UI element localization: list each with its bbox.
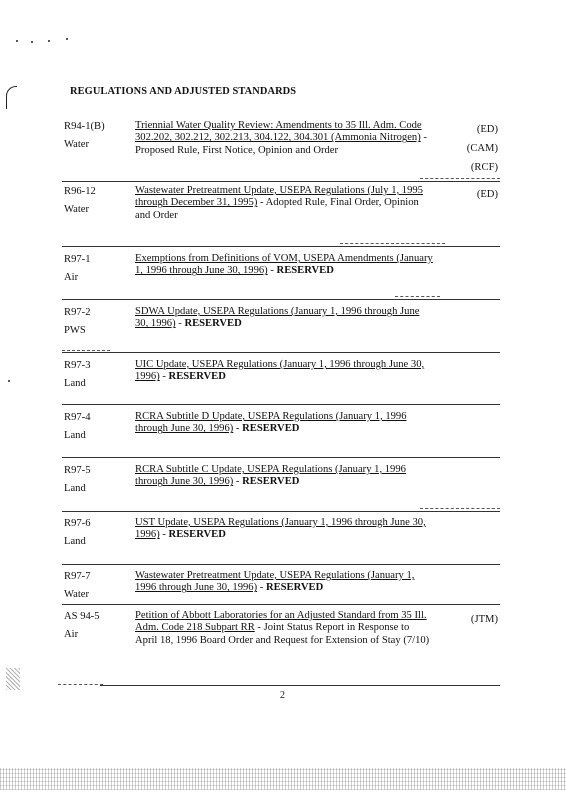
entry-title[interactable]: Petition of Abbott Laboratories for an Adjusted Standard from 35 Ill. Adm. Code 218 Subpart RR: [135, 610, 427, 634]
docket-media: Water: [64, 139, 90, 150]
docket-number: [64, 359, 90, 391]
staff-codes: [448, 120, 498, 177]
entry-reserved: RESERVED: [276, 265, 334, 277]
scan-speck: [16, 40, 18, 42]
row-divider: [62, 511, 500, 512]
row-divider-partial: [340, 243, 445, 244]
scan-speck: [31, 41, 33, 43]
docket-number: [64, 464, 90, 496]
page-number: 2: [280, 690, 285, 701]
staff-codes: [448, 185, 498, 204]
entry-reserved: RESERVED: [242, 476, 300, 488]
docket-id: AS 94-5: [64, 611, 100, 622]
docket-media: Water: [64, 204, 90, 215]
docket-id: R97-5: [64, 465, 91, 476]
docket-media: Water: [64, 589, 90, 600]
entry-status: -: [159, 371, 169, 383]
row-divider-partial: [420, 178, 500, 179]
row-divider: [62, 299, 500, 300]
docket-media: Land: [64, 536, 86, 547]
docket-number: [64, 411, 90, 443]
docket-media: PWS: [64, 325, 86, 336]
docket-id: R96-12: [64, 186, 96, 197]
staff-codes: [448, 610, 498, 629]
entry-status: -: [233, 476, 243, 488]
row-divider-partial: [420, 508, 500, 509]
docket-number: [64, 306, 90, 338]
entry-description: [135, 464, 433, 489]
staff-code: (ED): [476, 189, 498, 200]
entry-description: [135, 306, 433, 331]
entry-title[interactable]: Wastewater Pretreatment Update, USEPA Regulations (January 1, 1996 through June 30, 1996): [135, 570, 415, 594]
scan-speck: [66, 38, 68, 40]
entry-title[interactable]: RCRA Subtitle C Update, USEPA Regulations (January 1, 1996 through June 30, 1996): [135, 464, 406, 488]
entry-status: -: [233, 423, 243, 435]
docket-id: R97-2: [64, 307, 91, 318]
docket-id: R94-1(B): [64, 121, 105, 132]
docket-media: Air: [64, 629, 79, 640]
section-heading: REGULATIONS AND ADJUSTED STANDARDS: [70, 86, 297, 97]
row-divider-partial: [395, 296, 440, 297]
entry-status: -: [159, 529, 169, 541]
docket-media: Land: [64, 430, 86, 441]
docket-number: [64, 253, 90, 285]
docket-number: [64, 610, 100, 642]
scan-speck: [48, 40, 50, 42]
entry-description: [135, 570, 433, 595]
entry-status: -: [257, 582, 266, 594]
entry-description: [135, 411, 433, 436]
staff-code: (CAM): [466, 143, 498, 154]
row-divider: [62, 352, 500, 353]
staff-code: (ED): [476, 124, 498, 135]
docket-id: R97-6: [64, 518, 91, 529]
docket-number: [64, 185, 96, 217]
entry-title[interactable]: RCRA Subtitle D Update, USEPA Regulations (January 1, 1996 through June 30, 1996): [135, 411, 407, 435]
docket-number: [64, 120, 105, 152]
entry-reserved: RESERVED: [265, 582, 324, 594]
staff-code: (JTM): [470, 614, 498, 625]
scan-speck: [8, 380, 10, 382]
entry-reserved: RESERVED: [184, 318, 242, 330]
docket-media: Land: [64, 378, 86, 389]
docket-number: [64, 570, 90, 602]
scan-bracket-mark: [6, 86, 17, 109]
row-divider: [62, 404, 500, 405]
row-divider: [62, 246, 500, 247]
entry-description: [135, 120, 433, 157]
staff-code: (RCF): [470, 162, 498, 173]
entry-title[interactable]: Exemptions from Definitions of VOM, USEPA Amendments (January 1, 1996 through June 30, 1996): [135, 253, 433, 277]
row-divider-partial: [58, 684, 103, 685]
entry-status: - Proposed Rule, First Notice, Opinion and Order: [135, 132, 427, 156]
entry-reserved: RESERVED: [168, 371, 226, 383]
docket-id: R97-7: [64, 571, 91, 582]
row-divider: [62, 181, 500, 182]
scan-noise: [6, 668, 20, 690]
entry-status: -: [175, 318, 185, 330]
row-divider: [62, 604, 500, 605]
entry-title[interactable]: UIC Update, USEPA Regulations (January 1, 1996 through June 30, 1996): [135, 359, 425, 383]
row-divider: [62, 564, 500, 565]
entry-title[interactable]: Triennial Water Quality Review: Amendments to 35 Ill. Adm. Code 302.202, 302.212, 302.213, 304.122, 304.301 (Ammonia Nitrogen): [135, 120, 422, 144]
docket-number: [64, 517, 90, 549]
scan-noise-strip: [0, 768, 566, 790]
docket-id: R97-1: [64, 254, 91, 265]
entry-status: - Adopted Rule, Final Order, Opinion and Order: [135, 197, 419, 221]
docket-id: R97-4: [64, 412, 91, 423]
row-divider: [100, 685, 500, 686]
docket-id: R97-3: [64, 360, 91, 371]
row-divider-partial: [62, 350, 110, 351]
row-divider: [62, 457, 500, 458]
entry-description: [135, 517, 433, 542]
entry-reserved: RESERVED: [242, 423, 300, 435]
entry-description: [135, 253, 433, 278]
entry-title[interactable]: UST Update, USEPA Regulations (January 1, 1996 through June 30, 1996): [135, 517, 426, 541]
entry-title[interactable]: SDWA Update, USEPA Regulations (January 1, 1996 through June 30, 1996): [135, 306, 420, 330]
entry-description: [135, 610, 433, 647]
entry-status: -: [267, 265, 277, 277]
entry-status: - Joint Status Report in Response to April 18, 1996 Board Order and Request for Extension of Stay (7/10): [135, 622, 430, 646]
entry-reserved: RESERVED: [168, 529, 226, 541]
docket-media: Air: [64, 272, 79, 283]
entry-description: [135, 185, 433, 222]
entry-description: [135, 359, 433, 384]
entry-title[interactable]: Wastewater Pretreatment Update, USEPA Regulations (July 1, 1995 through December 31, 1995): [135, 185, 423, 209]
docket-media: Land: [64, 483, 86, 494]
